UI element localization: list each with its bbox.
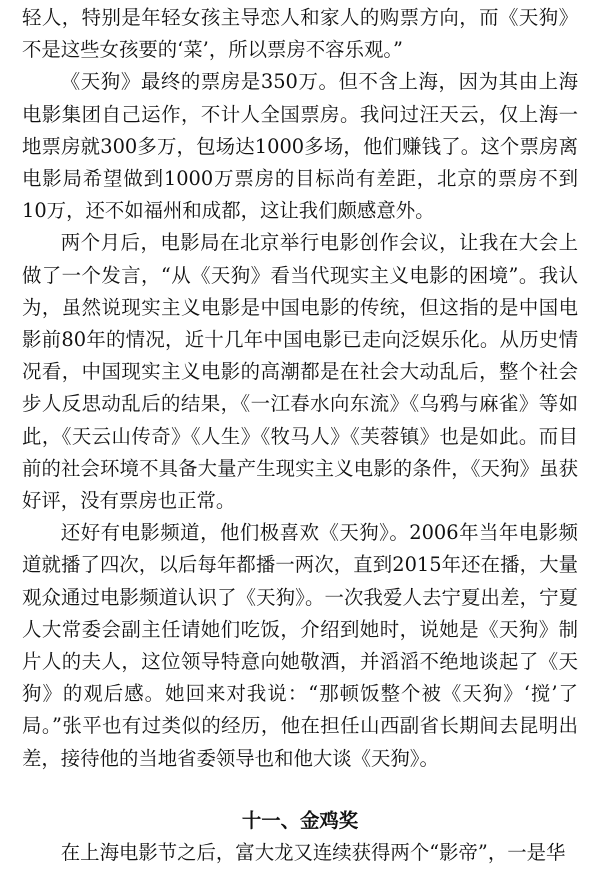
section-heading: 十一、金鸡奖: [241, 808, 359, 832]
section-first-line: 在上海电影节之后，富大龙又连续获得两个“影帝”，一是华: [60, 841, 566, 865]
section-gap: [22, 775, 578, 805]
paragraph-2: 《天狗》最终的票房是350万。但不含上海，因为其由上海电影集团自己运作，不计人全国票房。我问过汪天云，仅上海一地票房就300多万，包场达1000多场，他们赚钱了。这个票房离电影局希望做到1000万票房的目标尚有差距，北京的票房不到10万，还不如福州和成都，这让我们颇感意外。: [22, 70, 578, 223]
paragraph-1: 轻人，特别是年轻女孩主导恋人和家人的购票方向，而《天狗》不是这些女孩要的‘菜’，所以票房不容乐观。”: [22, 6, 578, 62]
page-content: [22, 2, 578, 869]
paragraph-4: 还好有电影频道，他们极喜欢《天狗》。2006年当年电影频道就播了四次，以后每年都播一两次，直到2015年还在播，大量观众通过电影频道认识了《天狗》。一次我爱人去宁夏出差，宁夏人大常委会副主任请她们吃饭，介绍到她时，说她是《天狗》制片人的夫人，这位领导特意向她敬酒，并滔滔不绝地谈起了《天狗》的观后感。她回来对我说：“那顿饭整个被《天狗》‘搅’了局。”张平也有过类似的经历，他在担任山西副省长期间去昆明出差，接待他的当地省委领导也和他大谈《天狗》。: [22, 521, 578, 770]
paragraph-3: 两个月后，电影局在北京举行电影创作会议，让我在大会上做了一个发言，“从《天狗》看当代现实主义电影的困境”。我认为，虽然说现实主义电影是中国电影的传统，但这指的是中国电影前80年的情况，近十几年中国电影已走向泛娱乐化。从历史情况看，中国现实主义电影的高潮都是在社会大动乱后，整个社会步人反思动乱后的结果，《一江春水向东流》《乌鸦与麻雀》等如此，《天云山传奇》《人生》《牧马人》《芙蓉镇》也是如此。而目前的社会环境不具备大量产生现实主义电影的条件，《天狗》虽获好评，没有票房也正常。: [22, 231, 578, 513]
